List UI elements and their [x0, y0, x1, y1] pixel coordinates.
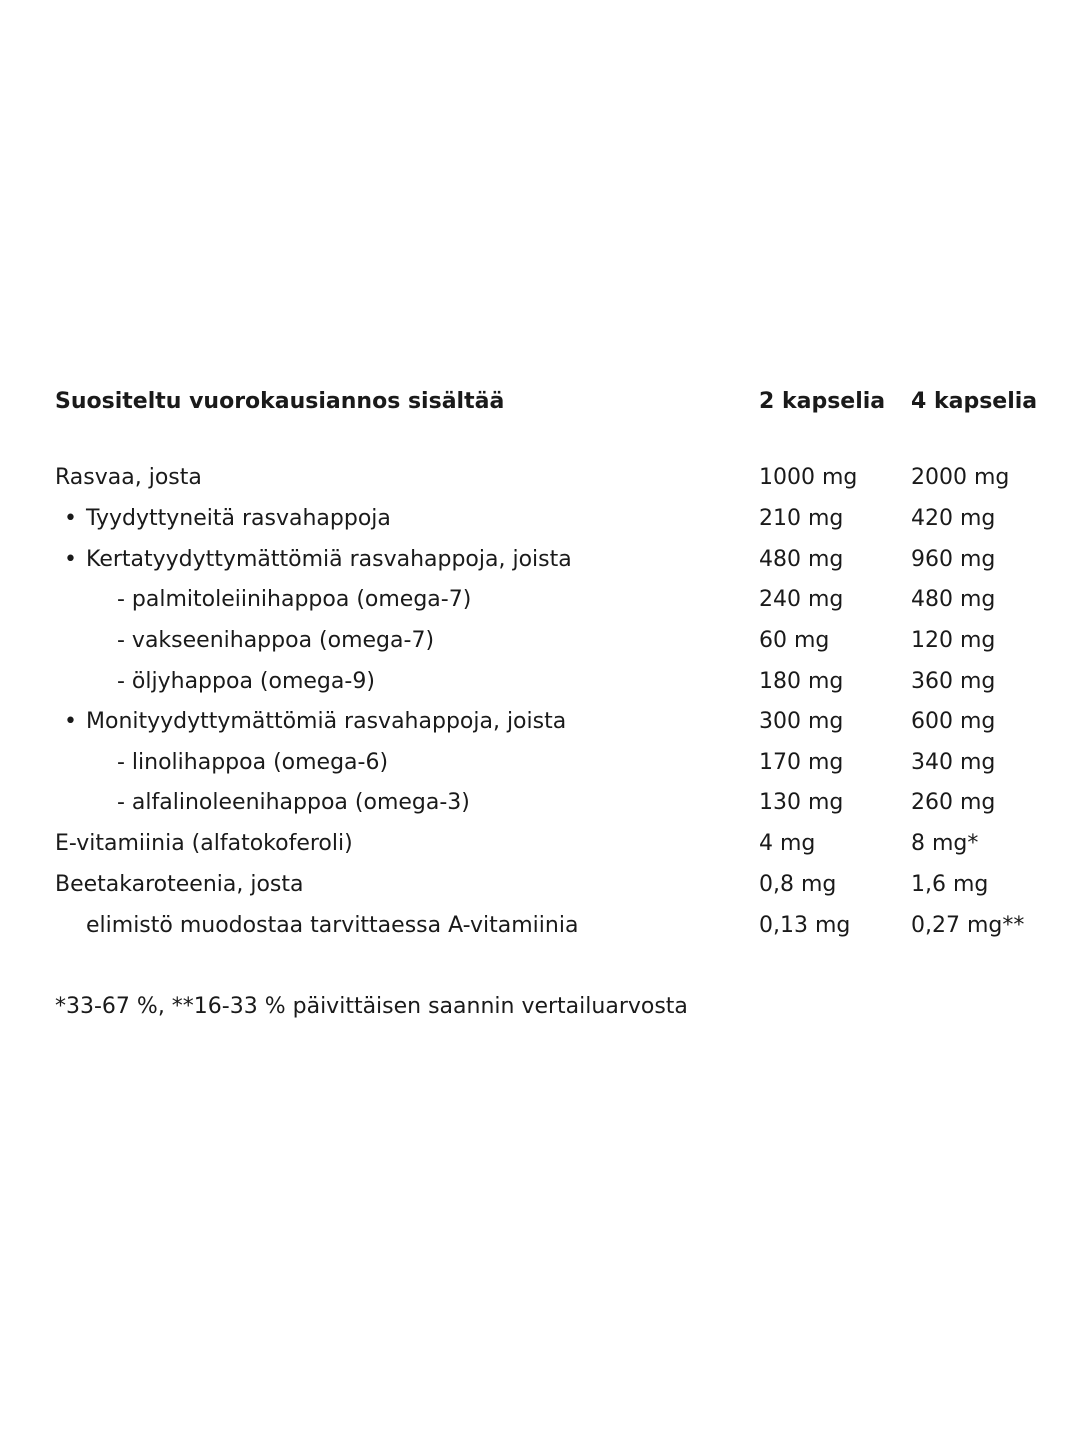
row-label: Rasvaa, josta	[55, 465, 202, 490]
row-value-2-capsules: 0,13 mg	[759, 913, 851, 938]
column-header-2-capsules: 2 kapselia	[759, 389, 886, 414]
bullet-icon: •	[64, 547, 77, 572]
row-label: Beetakaroteenia, josta	[55, 872, 304, 897]
column-header-4-capsules: 4 kapselia	[911, 389, 1038, 414]
row-value-2-capsules: 480 mg	[759, 547, 844, 572]
row-value-2-capsules: 1000 mg	[759, 465, 858, 490]
row-value-2-capsules: 240 mg	[759, 587, 844, 612]
row-value-2-capsules: 130 mg	[759, 790, 844, 815]
row-value-4-capsules: 120 mg	[911, 628, 996, 653]
row-value-2-capsules: 300 mg	[759, 709, 844, 734]
row-value-4-capsules: 480 mg	[911, 587, 996, 612]
row-value-4-capsules: 960 mg	[911, 547, 996, 572]
row-value-4-capsules: 260 mg	[911, 790, 996, 815]
table-row	[0, 458, 1080, 498]
row-value-2-capsules: 60 mg	[759, 628, 830, 653]
row-value-4-capsules: 8 mg*	[911, 831, 979, 856]
table-row	[0, 783, 1080, 823]
row-label: Tyydyttyneitä rasvahappoja	[86, 506, 391, 531]
row-label: - alfalinoleenihappoa (omega-3)	[117, 790, 470, 815]
row-value-4-capsules: 600 mg	[911, 709, 996, 734]
footnote: *33-67 %, **16-33 % päivittäisen saannin vertailuarvosta	[55, 994, 688, 1019]
row-value-2-capsules: 180 mg	[759, 669, 844, 694]
row-label: - linolihappoa (omega-6)	[117, 750, 389, 775]
row-value-4-capsules: 2000 mg	[911, 465, 1010, 490]
table-row	[0, 540, 1080, 580]
table-row	[0, 499, 1080, 539]
table-row	[0, 580, 1080, 620]
row-value-2-capsules: 210 mg	[759, 506, 844, 531]
row-value-4-capsules: 340 mg	[911, 750, 996, 775]
table-row	[0, 824, 1080, 864]
table-row	[0, 662, 1080, 702]
table-row	[0, 906, 1080, 946]
table-row	[0, 743, 1080, 783]
table-header	[0, 382, 1080, 422]
row-label: - öljyhappoa (omega-9)	[117, 669, 375, 694]
row-value-4-capsules: 1,6 mg	[911, 872, 989, 897]
bullet-icon: •	[64, 709, 77, 734]
table-row	[0, 865, 1080, 905]
row-value-2-capsules: 0,8 mg	[759, 872, 837, 897]
row-value-4-capsules: 0,27 mg**	[911, 913, 1025, 938]
row-value-2-capsules: 4 mg	[759, 831, 816, 856]
row-label: - palmitoleiinihappoa (omega-7)	[117, 587, 472, 612]
row-value-4-capsules: 420 mg	[911, 506, 996, 531]
table-row	[0, 702, 1080, 742]
bullet-icon: •	[64, 506, 77, 531]
table-row	[0, 621, 1080, 661]
row-label: Kertatyydyttymättömiä rasvahappoja, joista	[86, 547, 572, 572]
row-label: - vakseenihappoa (omega-7)	[117, 628, 435, 653]
row-value-4-capsules: 360 mg	[911, 669, 996, 694]
row-label: E-vitamiinia (alfatokoferoli)	[55, 831, 353, 856]
row-label: elimistö muodostaa tarvittaessa A-vitamiinia	[86, 913, 579, 938]
table-title: Suositeltu vuorokausiannos sisältää	[55, 389, 505, 414]
row-value-2-capsules: 170 mg	[759, 750, 844, 775]
row-label: Monityydyttymättömiä rasvahappoja, joista	[86, 709, 567, 734]
